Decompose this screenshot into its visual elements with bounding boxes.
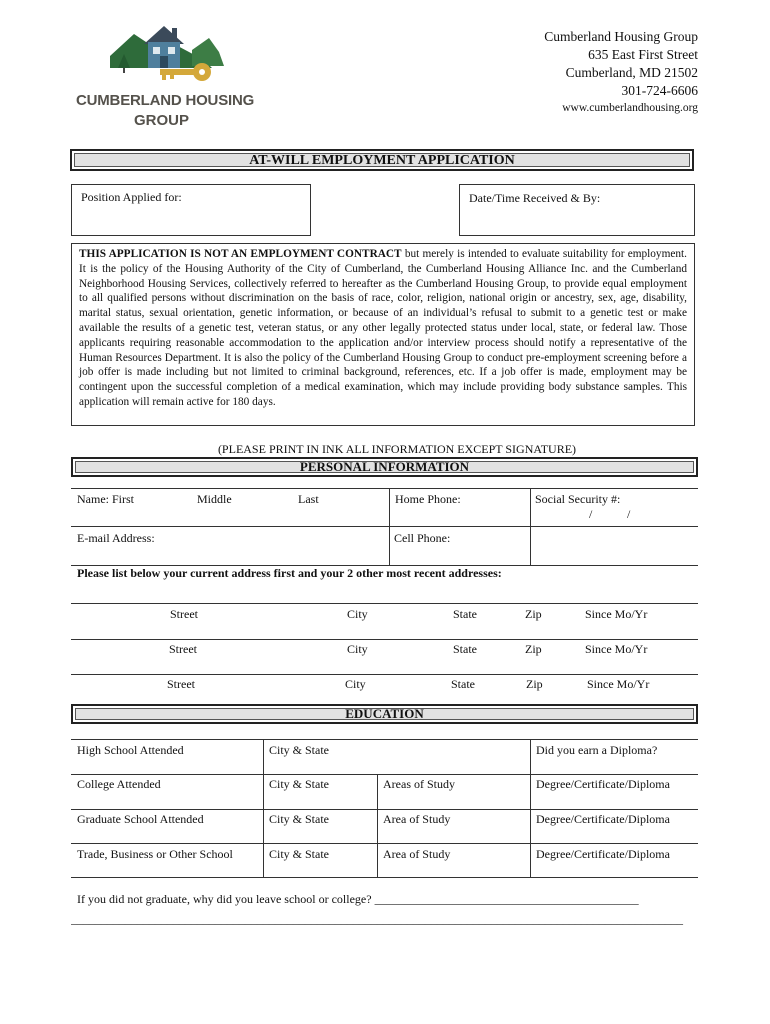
edu-degree-label: Did you earn a Diploma?: [536, 743, 658, 757]
address-state-label: State: [451, 677, 475, 691]
divider: [71, 809, 698, 810]
form-title: AT-WILL EMPLOYMENT APPLICATION: [70, 149, 694, 171]
divider: [377, 774, 378, 877]
ssn-label: Social Security #:: [535, 492, 621, 506]
address-street-label: Street: [170, 607, 198, 621]
address-line[interactable]: [71, 603, 698, 604]
name-first-label: Name: First: [77, 492, 134, 506]
edu-degree-label: Degree/Certificate/Diploma: [536, 812, 670, 826]
org-street: 635 East First Street: [588, 47, 698, 62]
divider: [530, 739, 531, 877]
address-state-label: State: [453, 642, 477, 656]
education-heading: EDUCATION: [71, 704, 698, 724]
answer-line[interactable]: ______________________________________________________________________________________________________: [71, 912, 683, 926]
address-city-label: City: [345, 677, 366, 691]
address-since-label: Since Mo/Yr: [587, 677, 650, 691]
not-graduate-question[interactable]: If you did not graduate, why did you leave school or college? ____________________________________________: [77, 892, 639, 906]
name-middle-label: Middle: [197, 492, 232, 506]
address-instruction: Please list below your current address first and your 2 other most recent addresses:: [77, 566, 502, 580]
print-instruction: (PLEASE PRINT IN INK ALL INFORMATION EXCEPT SIGNATURE): [217, 442, 577, 456]
logo-text: CUMBERLAND HOUSING: [76, 92, 255, 109]
org-name: Cumberland Housing Group: [544, 29, 698, 44]
cell-phone-label: Cell Phone:: [394, 531, 451, 545]
divider: [71, 774, 698, 775]
address-state-label: State: [453, 607, 477, 621]
address-zip-label: Zip: [525, 642, 542, 656]
edu-study-label: Areas of Study: [383, 777, 455, 791]
divider: [71, 843, 698, 844]
divider: [263, 739, 264, 877]
edu-school-label: College Attended: [77, 777, 161, 791]
position-field[interactable]: [71, 184, 311, 236]
logo-text: GROUP: [134, 112, 190, 129]
edu-study-label: Area of Study: [383, 847, 451, 861]
address-since-label: Since Mo/Yr: [585, 607, 648, 621]
edu-city-label: City & State: [269, 847, 329, 861]
edu-degree-label: Degree/Certificate/Diploma: [536, 847, 670, 861]
address-city-label: City: [347, 607, 368, 621]
ssn-separator: /: [589, 507, 593, 521]
address-city-label: City: [347, 642, 368, 656]
org-phone: 301-724-6606: [621, 83, 698, 98]
address-zip-label: Zip: [526, 677, 543, 691]
edu-school-label: Trade, Business or Other School: [77, 847, 233, 861]
divider: [71, 739, 698, 740]
date-received-field[interactable]: [459, 184, 695, 236]
edu-school-label: Graduate School Attended: [77, 812, 204, 826]
edu-city-label: City & State: [269, 812, 329, 826]
address-street-label: Street: [169, 642, 197, 656]
notice-text: but merely is intended to evaluate suitability for employment. It is the policy of the Housing Authority of the City of Cumberland, the Cumberland Housing Alliance Inc. and the Cumberland Neighborhood Housing Services, collectively referred to hereafter as the Cumberland Housing Group, to provide equal employment to all qualified persons without discrimination on the basis of race, color, religion, national origin or ancestry, sex, age, disability, marital status, sexual orientation, genetic information, or because of an individual’s refusal to submit to a genetic test or make available the results of a genetic test, veteran status, or any other legally protected status under local, state, or federal law. Those applicants requiring reasonable accommodation to the application and/or interview process should notify a representative of the Human Resources Department. It is also the policy of the Cumberland Housing Group to conduct pre-employment screening before a job offer is made including but not limited to criminal background, references, etc. If a job offer is made, employment may be contingent upon the successful completion of a medical examination, which may include providing body substance samples. This application will remain active for 180 days.: [79, 248, 687, 408]
email-label: E-mail Address:: [77, 531, 155, 545]
org-city: Cumberland, MD 21502: [565, 65, 698, 80]
notice-bold: THIS APPLICATION IS NOT AN EMPLOYMENT CONTRACT: [79, 248, 402, 260]
edu-school-label: High School Attended: [77, 743, 184, 757]
date-received-label: Date/Time Received & By:: [469, 191, 601, 205]
address-line[interactable]: [71, 674, 698, 675]
home-phone-label: Home Phone:: [395, 492, 461, 506]
name-last-label: Last: [298, 492, 319, 506]
divider: [71, 877, 698, 878]
address-since-label: Since Mo/Yr: [585, 642, 648, 656]
edu-city-label: City & State: [269, 743, 329, 757]
personal-info-heading: PERSONAL INFORMATION: [71, 457, 698, 477]
edu-city-label: City & State: [269, 777, 329, 791]
address-zip-label: Zip: [525, 607, 542, 621]
address-line[interactable]: [71, 639, 698, 640]
org-website: www.cumberlandhousing.org: [562, 102, 698, 114]
address-street-label: Street: [167, 677, 195, 691]
employment-notice: [71, 243, 695, 426]
edu-study-label: Area of Study: [383, 812, 451, 826]
position-label: Position Applied for:: [81, 190, 182, 204]
ssn-separator: /: [627, 507, 631, 521]
edu-degree-label: Degree/Certificate/Diploma: [536, 777, 670, 791]
